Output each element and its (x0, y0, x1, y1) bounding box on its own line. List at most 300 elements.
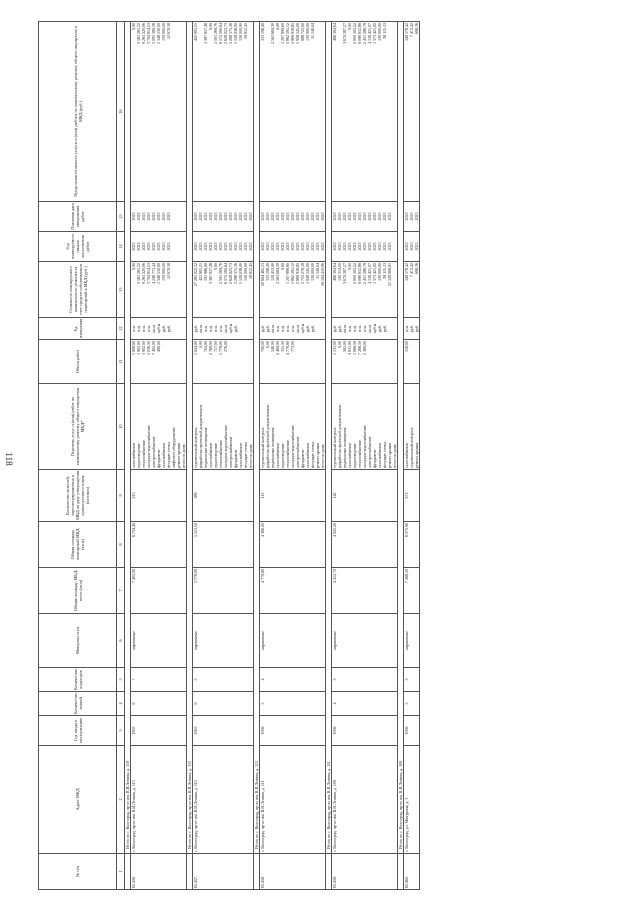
start-year-list-line: 2023 (275, 242, 280, 251)
volume-list-line: 1 131,00 (332, 341, 337, 355)
works-list-line: итого по дому (248, 443, 253, 468)
start-year-list-line: 2023 (243, 242, 248, 251)
limit-cost-list-line: 130 000,00 (238, 23, 243, 41)
end-year-list (404, 202, 420, 232)
start-year-list-line (392, 233, 397, 260)
start-year-list-line: 2023 (320, 242, 325, 251)
cost-list-line: 5 862 591,12 (290, 263, 295, 284)
volume-list (404, 340, 420, 384)
volume-list-line: 7 402,00 (151, 341, 156, 355)
end-year-list-line: 2023 (290, 212, 295, 221)
works-list-line: газоснабжение (131, 442, 136, 468)
limit-cost-list-line: 0,00 (347, 23, 352, 30)
limit-cost-list-line: 130 000,00 (161, 23, 166, 41)
area-rooms-cell: 4 386,00 (260, 522, 326, 568)
end-year-list-line: 2023 (414, 212, 419, 221)
cost-list-line: 0,00 (280, 263, 285, 270)
row-number: 65.459. (332, 854, 398, 890)
cost-list-line: 191 986,00 (203, 263, 208, 281)
start-year-list-line: 2023 (156, 242, 161, 251)
volume-list-line (320, 341, 325, 382)
column-header-11: Объем работ (39, 340, 117, 384)
area-total-cell: 4 412,70 (332, 568, 398, 614)
cost-list-line: 2 869 918,85 (295, 263, 300, 284)
unit-list-line: п.м. (275, 325, 280, 332)
unit-list (131, 318, 187, 340)
floors-cell: 6 (131, 692, 187, 716)
unit-list-line: куб.м (300, 323, 305, 334)
cost-list-line: 0,00 (131, 263, 136, 270)
works-list-line: разработка проектной документации (265, 405, 270, 468)
start-year-list-line: 2023 (315, 242, 320, 251)
limit-cost-list (332, 22, 398, 202)
column-number-11: 11 (117, 340, 125, 384)
works-list-line: электроснабжение (151, 436, 156, 468)
works-list-line: разработка проектной документации (337, 405, 342, 468)
volume-list-line: 717,00 (213, 341, 218, 352)
works-list-line: водоотведение (213, 443, 218, 468)
unit-list-line: п.м. (352, 325, 357, 332)
works-list-line: итого по дому (181, 443, 186, 468)
works-list-line: электроснабжение (295, 436, 300, 468)
volume-list-line: 490,00 (156, 341, 161, 352)
end-year-list-line: 2023 (131, 212, 136, 221)
column-number-16: 16 (117, 22, 125, 202)
start-year-list-line: 2023 (285, 242, 290, 251)
area-rooms-cell: 5 313,50 (193, 522, 254, 568)
start-year-list-line: 2023 (377, 242, 382, 251)
floors-cell: 6 (193, 692, 254, 716)
works-list-line: строительный контроль (409, 427, 414, 468)
works-list-line: холодное водоснабжение (223, 425, 228, 468)
limit-cost-list-line: 130 000,00 (377, 23, 382, 41)
volume-list-line: 790,00 (260, 341, 265, 352)
works-list-line: холодное водоснабжение (146, 425, 151, 468)
works-list-line: газоснабжение (347, 442, 352, 468)
limit-cost-list-line: 3 288 375,36 (228, 23, 233, 44)
column-header-3: Год ввода в эксплуатацию (39, 716, 117, 746)
volume-list (131, 340, 187, 384)
cost-list-line: 1 528 038,00 (238, 263, 243, 284)
column-number-12: 12 (117, 318, 125, 340)
cost-list-line (392, 263, 397, 316)
start-year-list-line: 2023 (352, 242, 357, 251)
end-year-list-line: 2023 (141, 212, 146, 221)
end-year-list (332, 202, 398, 232)
address-cell: г. Волгоград, ул. Мичурина, д. 3 (404, 746, 420, 854)
entrances-cell: 4 (260, 668, 326, 692)
total-label: Итого по г. Волгоград, пр-кт им. В.И.Ленина, д. 119 (125, 22, 131, 854)
volume-list-line: 0,00 (265, 341, 270, 348)
end-year-list-line: 2023 (295, 212, 300, 221)
column-number-3: 3 (117, 716, 125, 746)
works-list (404, 384, 420, 470)
start-year-list-line: 2023 (213, 242, 218, 251)
limit-cost-list-line: 486 394,64 (332, 23, 337, 41)
unit-list-line: кв.м. (295, 324, 300, 333)
start-year-list-line: 2023 (193, 242, 198, 251)
column-header-7: Общая площадь МКД, всего (кв.м) (39, 568, 117, 614)
limit-cost-list-line: 2 628 023,73 (223, 23, 228, 44)
unit-list-line: п.м. (131, 325, 136, 332)
column-header-15: Плановая дата завершения работ (39, 202, 117, 232)
end-year-list-line: 2023 (203, 212, 208, 221)
walls-cell: кирпичные (193, 614, 254, 668)
limit-cost-list-line: 4 136 421,07 (367, 23, 372, 44)
address-cell: г. Волгоград, пр-кт им. В.И.Ленина, д. 115 (131, 746, 187, 854)
limit-cost-list (260, 22, 326, 202)
limit-cost-list-line: 1 373 421,00 (372, 23, 377, 44)
limit-cost-list-line: 333 198,40 (260, 23, 265, 41)
end-year-list-line: 2023 (315, 212, 320, 221)
column-number-4: 4 (117, 692, 125, 716)
works-list-line: водоотведение (136, 443, 141, 468)
works-list (193, 384, 254, 470)
cost-list (260, 262, 326, 318)
start-year-list-line: 2023 (337, 242, 342, 251)
unit-list-line: кв.м. (367, 324, 372, 333)
floors-cell: 4 (332, 692, 398, 716)
area-rooms-cell: 6 734,40 (131, 522, 187, 568)
start-year-list (404, 232, 420, 262)
works-list-line: теплоснабжение (357, 440, 362, 468)
column-number-13: 13 (117, 262, 125, 318)
row-number: 65.460. (404, 854, 420, 890)
end-year-list-line (392, 203, 397, 230)
cost-list-line: 9 096 652,88 (357, 263, 362, 284)
cost-list-line: 2 563 684,30 (275, 263, 280, 284)
column-header-2: Адрес МКД (39, 746, 117, 854)
end-year-list-line: 2023 (387, 212, 392, 221)
works-list-line: подвальные помещения (270, 427, 275, 468)
cost-list-line: 2 628 023,73 (228, 263, 233, 284)
header-row (39, 22, 117, 890)
column-number-6: 6 (117, 614, 125, 668)
start-year-list-line: 2023 (223, 242, 228, 251)
limit-cost-list-line: 9 096 652,88 (357, 23, 362, 44)
works-list-line: электроснабжение (228, 436, 233, 468)
start-year-list (131, 232, 187, 262)
unit-list-line: руб. (193, 325, 198, 332)
year-cell: 1956 (404, 716, 420, 746)
unit-list-line: п.м. (141, 325, 146, 332)
cost-list-line: 1 928 545,00 (305, 263, 310, 284)
start-year-list-line: 2023 (409, 242, 414, 251)
works-list-line: газоснабжение (404, 442, 409, 468)
start-year-list-line: 2023 (238, 242, 243, 251)
area-total-cell: 7 268,10 (404, 568, 420, 614)
cost-list-line: 20 664 482,13 (260, 263, 265, 286)
works-list-line: теплоснабжение (218, 440, 223, 468)
start-year-list-line: 2023 (347, 242, 352, 251)
end-year-list-line: 2023 (270, 212, 275, 221)
cost-list (193, 262, 254, 318)
unit-list-line: п.м. (280, 325, 285, 332)
works-list-line: несущие стены (310, 442, 315, 468)
start-year-list-line: 2023 (342, 242, 347, 251)
cost-list-line: 3 670 287,27 (342, 263, 347, 284)
column-header-8: Общая площадь помещений МКД (кв.м) (39, 522, 117, 568)
volume-list-line: 773,00 (290, 341, 295, 352)
entrances-cell: 3 (404, 668, 420, 692)
start-year-list-line: 2023 (290, 242, 295, 251)
page-number: 118 (4, 452, 14, 466)
start-year-list-line: 2023 (404, 242, 409, 251)
end-year-list-line: 2023 (285, 212, 290, 221)
unit-list-line: кв.м. (151, 324, 156, 333)
entrances-cell: 3 (332, 668, 398, 692)
start-year-list (260, 232, 326, 262)
limit-cost-list-line: 3 387 957,48 (203, 23, 208, 44)
end-year-list-line: 2023 (409, 212, 414, 221)
unit-list-line: руб. (377, 325, 382, 332)
limit-cost-list-line: 31 140,04 (310, 23, 315, 39)
unit-list-line: п.м. (347, 325, 352, 332)
start-year-list-line: 2023 (136, 242, 141, 251)
works-list-line: газоснабжение (275, 442, 280, 468)
works-list-line: водоотведение (352, 443, 357, 468)
total-label: Итого по г. Волгоград, пр-кт им. В.И.Ленина, д. 111 (326, 22, 332, 854)
works-list-line: лифтовое оборудование (171, 427, 176, 468)
end-year-list-line: 2023 (151, 212, 156, 221)
end-year-list-line: 2023 (156, 212, 161, 221)
address-cell: г. Волгоград, пр-кт им. В.И.Ленина, д. 111 (260, 746, 326, 854)
limit-cost-list-line: 130 000,00 (305, 23, 310, 41)
end-year-list-line: 2023 (377, 212, 382, 221)
cost-list-line: 0,00 (347, 263, 352, 270)
volume-list-line: 158,00 (404, 341, 409, 352)
volume-list-line: 704,00 (203, 341, 208, 352)
unit-list-line (392, 319, 397, 338)
limit-cost-list-line (248, 23, 253, 200)
works-list-line: итого по дому (392, 443, 397, 468)
limit-cost-list-line: 2 451 286,79 (362, 23, 367, 44)
start-year-list-line: 2023 (218, 242, 223, 251)
start-year-list-line: 2023 (233, 242, 238, 251)
year-cell: 1956 (260, 716, 326, 746)
limit-cost-list-line: 698,36 (414, 23, 419, 34)
start-year-list-line: 2023 (300, 242, 305, 251)
start-year-list (332, 232, 398, 262)
limit-cost-list-line: 52 670,18 (166, 23, 171, 39)
volume-list-line: 0,00 (337, 341, 342, 348)
end-year-list-line: 2023 (382, 212, 387, 221)
unit-list-line: п.м. (146, 325, 151, 332)
cost-list-line: 0,00 (213, 263, 218, 270)
start-year-list-line: 2023 (198, 242, 203, 251)
volume-list-line: 276,00 (223, 341, 228, 352)
area-total-cell: 7 402,00 (131, 568, 187, 614)
cost-list-line: 52 670,18 (166, 263, 171, 279)
cost-list-line: 21 528 068,81 (387, 263, 392, 286)
limit-cost-list-line (392, 23, 397, 200)
cost-list-line: 59 812,45 (248, 263, 253, 279)
end-year-list-line: 2023 (337, 212, 342, 221)
start-year-list-line: 2023 (146, 242, 151, 251)
works-list-line: газоснабжение (305, 442, 310, 468)
walls-cell: кирпичные (332, 614, 398, 668)
cost-list-line: 16 184 410,06 (320, 263, 325, 286)
rotated-page (38, 22, 638, 890)
cost-list-line: 425 993,21 (198, 263, 203, 281)
works-list-line: фундамент (300, 449, 305, 468)
volume-list-line: 7 268,10 (357, 341, 362, 355)
column-header-16: Предельная стоимость услуги и (или) работы по капитальному ремонту общего имущества в МКД (руб.) (39, 22, 117, 202)
start-year-list (193, 232, 254, 262)
unit-list-line: п.м. (203, 325, 208, 332)
works-list (131, 384, 187, 470)
walls-cell: кирпичные (404, 614, 420, 668)
start-year-list-line: 2023 (372, 242, 377, 251)
limit-cost-list-line: 3 794 854,53 (146, 23, 151, 44)
limit-cost-list (131, 22, 187, 202)
unit-list-line: п.м. (218, 325, 223, 332)
unit-list-line: руб. (260, 325, 265, 332)
unit-list-line: руб. (414, 325, 419, 332)
start-year-list-line: 2023 (414, 242, 419, 251)
end-year-list-line (181, 203, 186, 230)
row-number: 65.456. (131, 854, 187, 890)
column-header-4: Количество этажей (39, 692, 117, 716)
volume-list-line: 2 768,00 (208, 341, 213, 355)
cost-list-line: 130 000,00 (161, 263, 166, 281)
end-year-list (193, 202, 254, 232)
unit-list-line: руб. (161, 325, 166, 332)
end-year-list-line: 2023 (243, 212, 248, 221)
column-header-13: Стоимость планируемого капитального ремонта за счет средств собственников помещений в МКД (руб.) (39, 262, 117, 318)
works-list-line: теплоснабжение (141, 440, 146, 468)
works-list-line: подвальные помещения (342, 427, 347, 468)
cost-list-line: 486 394,64 (332, 263, 337, 281)
end-year-list-line: 2023 (347, 212, 352, 221)
limit-cost-list-line: 2 501 269,76 (213, 23, 218, 44)
start-year-list-line: 2023 (305, 242, 310, 251)
address-cell: г. Волгоград, пр-кт им. В.И.Ленина, д. 113 (193, 746, 254, 854)
floors-cell: 5 (260, 692, 326, 716)
start-year-list-line: 2023 (270, 242, 275, 251)
limit-cost-list-line: 3 581 265,52 (136, 23, 141, 44)
total-label: Итого по г. Волгоград, пр-кт им. В.И.Ленина, д. 113 (254, 22, 260, 854)
end-year-list-line: 2023 (352, 212, 357, 221)
cost-list-line: 3 387 957,48 (208, 263, 213, 284)
start-year-list-line: 2023 (265, 242, 270, 251)
limit-cost-list (193, 22, 254, 202)
volume-list-line: 3 831,00 (347, 341, 352, 355)
cost-list-line: 7 472,42 (409, 263, 414, 277)
limit-cost-list-line: 425 993,21 (193, 23, 198, 41)
cost-list-line: 3 794 854,53 (146, 263, 151, 284)
limit-cost-list-line: 9 265 220,06 (141, 23, 146, 44)
works-list (332, 384, 398, 470)
end-year-list-line: 2023 (208, 212, 213, 221)
volume-list (260, 340, 326, 384)
row-number: 65.457. (193, 854, 254, 890)
cost-list-line: 2 733 278,18 (300, 263, 305, 284)
end-year-list-line: 2023 (300, 212, 305, 221)
cost-list (404, 262, 420, 318)
start-year-list-line (181, 233, 186, 260)
end-year-list-line: 2023 (280, 212, 285, 221)
end-year-list-line: 2023 (136, 212, 141, 221)
entrances-cell: 7 (131, 668, 187, 692)
year-cell: 1956 (332, 716, 398, 746)
cost-list (131, 262, 187, 318)
unit-list-line: кв.м. (270, 324, 275, 333)
limit-cost-list-line: 38 115,33 (382, 23, 387, 39)
end-year-list-line: 2023 (372, 212, 377, 221)
residents-cell: 142 (332, 470, 398, 522)
start-year-list-line: 2023 (208, 242, 213, 251)
works-list-line: теплоснабжение (285, 440, 290, 468)
table-row (131, 22, 187, 890)
volume-list (193, 340, 254, 384)
works-list-line: ремонт крыши (176, 442, 181, 468)
start-year-list-line: 2023 (357, 242, 362, 251)
end-year-list-line: 2023 (332, 212, 337, 221)
unit-list-line: п.м. (404, 325, 409, 332)
end-year-list-line: 2023 (233, 212, 238, 221)
residents-cell: 271 (404, 470, 420, 522)
unit-list-line: руб. (332, 325, 337, 332)
column-number-7: 7 (117, 568, 125, 614)
unit-list-line: п.м. (285, 325, 290, 332)
unit-list (193, 318, 254, 340)
works-list-line: строительный контроль (193, 427, 198, 468)
unit-list (332, 318, 398, 340)
start-year-list-line: 2023 (367, 242, 372, 251)
unit-list-line: руб. (337, 325, 342, 332)
volume-list-line: 1 036,50 (146, 341, 151, 355)
cost-list-line: 3 581 265,52 (136, 263, 141, 284)
unit-list-line: п.м. (136, 325, 141, 332)
cost-list-line: 130 000,00 (243, 263, 248, 281)
limit-cost-list-line: 998 725,00 (300, 23, 305, 41)
works-list-line: газоснабжение (208, 442, 213, 468)
unit-list-line: руб. (265, 325, 270, 332)
area-rooms-cell: 6 575,90 (404, 522, 420, 568)
column-number-8: 8 (117, 522, 125, 568)
limit-cost-list-line: 0,00 (131, 23, 136, 30)
end-year-list-line: 2023 (367, 212, 372, 221)
unit-list-line: руб. (166, 325, 171, 332)
total-label: Итого по г. Волгоград, пр-кт им. В.И.Ленина, д. 115 (187, 22, 193, 854)
unit-list-line: п.м. (290, 325, 295, 332)
column-number-14: 14 (117, 232, 125, 262)
works-list-line: итого по дому (320, 443, 325, 468)
cost-list-line: 2 501 269,76 (218, 263, 223, 284)
start-year-list-line: 2023 (203, 242, 208, 251)
cost-list-line: 3 288 375,36 (233, 263, 238, 284)
start-year-list-line: 2023 (260, 242, 265, 251)
entrances-cell: 5 (193, 668, 254, 692)
unit-list-line: куб.м (156, 323, 161, 334)
limit-cost-list-line (181, 23, 186, 200)
end-year-list-line: 2023 (218, 212, 223, 221)
works-list-line: фундамент (156, 449, 161, 468)
column-header-1: № п/п (39, 854, 117, 890)
limit-cost-list-line: 2 869 918,85 (290, 23, 295, 44)
works-list-line: несущие стены (243, 442, 248, 468)
end-year-list-line: 2023 (248, 212, 253, 221)
end-year-list-line: 2023 (223, 212, 228, 221)
area-rooms-cell: 4 022,20 (332, 522, 398, 568)
works-list-line: электроснабжение (367, 436, 372, 468)
end-year-list-line: 2023 (320, 212, 325, 221)
column-header-10: Перечень услуг и (или) работ по капитальному ремонту общего имущества МКД* (39, 384, 117, 470)
volume-list-line (414, 341, 419, 382)
volume-list-line: 4 779,80 (285, 341, 290, 355)
volume-list (332, 340, 398, 384)
